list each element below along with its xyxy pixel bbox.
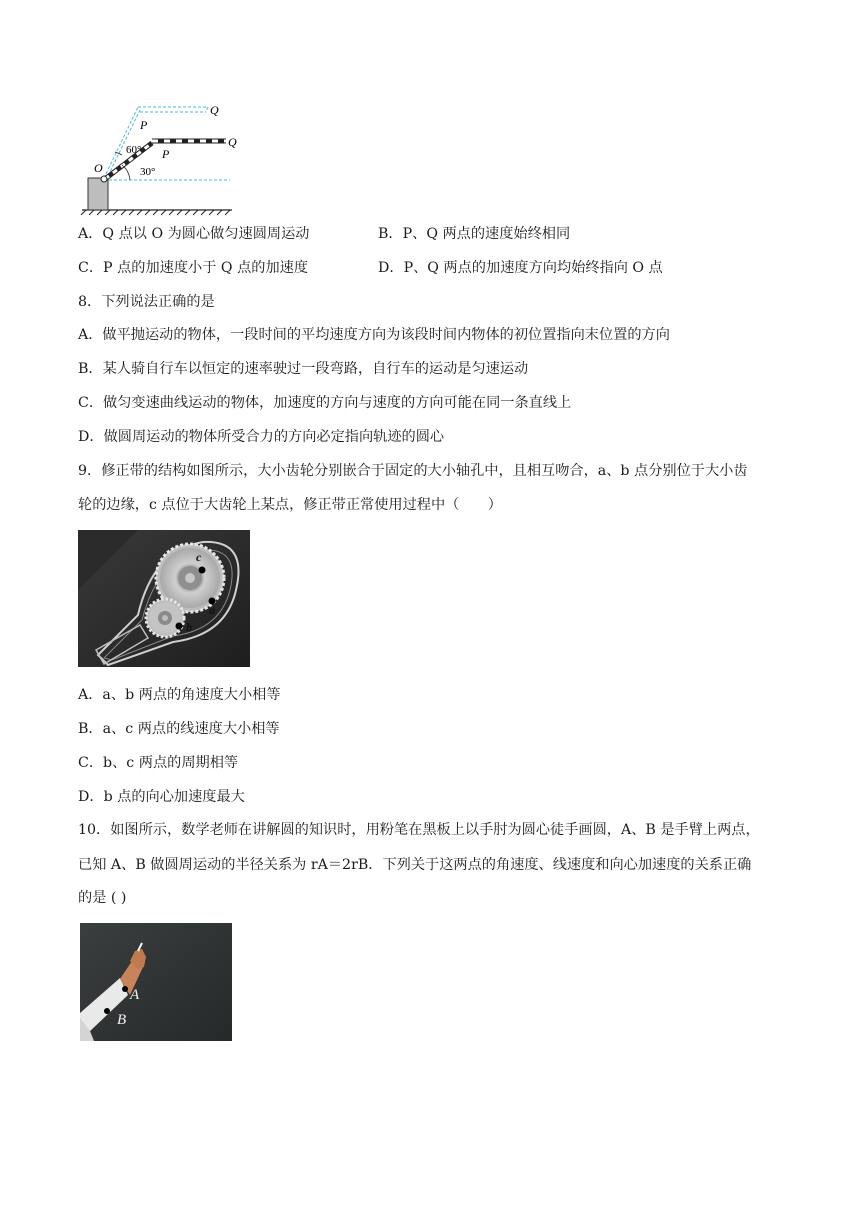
correction-tape-photo (78, 530, 250, 667)
q9-option-b: B．a、c 两点的线速度大小相等 (78, 721, 280, 737)
q9-stem-line1: 9．修正带的结构如图所示，大小齿轮分别嵌合于固定的大小轴孔中，且相互吻合，a、b 点分别位于大小齿 (78, 463, 748, 479)
q10-stem-line2: 已知 A、B 做圆周运动的半径关系为 rA＝2rB．下列关于这两点的角速度、线速度和向心加速度的关系正确 (78, 857, 752, 873)
label-A: A (130, 987, 140, 1003)
q8-option-b: B．某人骑自行车以恒定的速率驶过一段弯路，自行车的运动是匀速运动 (78, 361, 529, 377)
q7-option-c: C．P 点的加速度小于 Q 点的加速度 (78, 260, 309, 276)
label-q-mid: Q (228, 135, 237, 149)
label-angle-30: 30° (140, 166, 156, 178)
q9-option-d: D．b 点的向心加速度最大 (78, 789, 245, 805)
label-a: a (209, 603, 215, 617)
label-q-top: Q (210, 103, 219, 117)
q9-option-a: A．a、b 两点的角速度大小相等 (78, 687, 281, 703)
q7-option-a: A．Q 点以 O 为圆心做匀速圆周运动 (78, 226, 310, 242)
label-B: B (117, 1012, 127, 1028)
blackboard-arm-photo (80, 923, 232, 1041)
label-b: b (186, 620, 192, 634)
label-angle-60: 60° (126, 144, 142, 156)
q7-option-d: D．P、Q 两点的加速度方向均始终指向 O 点 (378, 260, 663, 276)
q10-stem-line3: 的是 ( ) (78, 890, 127, 906)
label-p-top: P (140, 118, 148, 132)
q8-option-a: A．做平抛运动的物体，一段时间的平均速度方向为该段时间内物体的初位置指向末位置的方向 (78, 327, 670, 343)
q8-stem: 8．下列说法正确的是 (78, 294, 215, 310)
label-o: O (94, 161, 103, 175)
q9-stem-line2: 轮的边缘，c 点位于大齿轮上某点，修正带正常使用过程中（ ） (78, 497, 502, 513)
q7-option-b: B．P、Q 两点的速度始终相同 (378, 226, 571, 242)
q9-option-c: C．b、c 两点的周期相等 (78, 755, 239, 771)
barrier-gate-figure (80, 100, 250, 215)
q10-stem-line1: 10．如图所示，数学老师在讲解圆的知识时，用粉笔在黑板上以手肘为圆心徒手画圆，A、B 是手臂上两点， (78, 822, 760, 838)
label-c: c (196, 550, 202, 564)
label-p-mid: P (162, 147, 170, 161)
q8-option-c: C．做匀变速曲线运动的物体，加速度的方向与速度的方向可能在同一条直线上 (78, 395, 572, 411)
q8-option-d: D．做圆周运动的物体所受合力的方向必定指向轨迹的圆心 (78, 429, 445, 445)
